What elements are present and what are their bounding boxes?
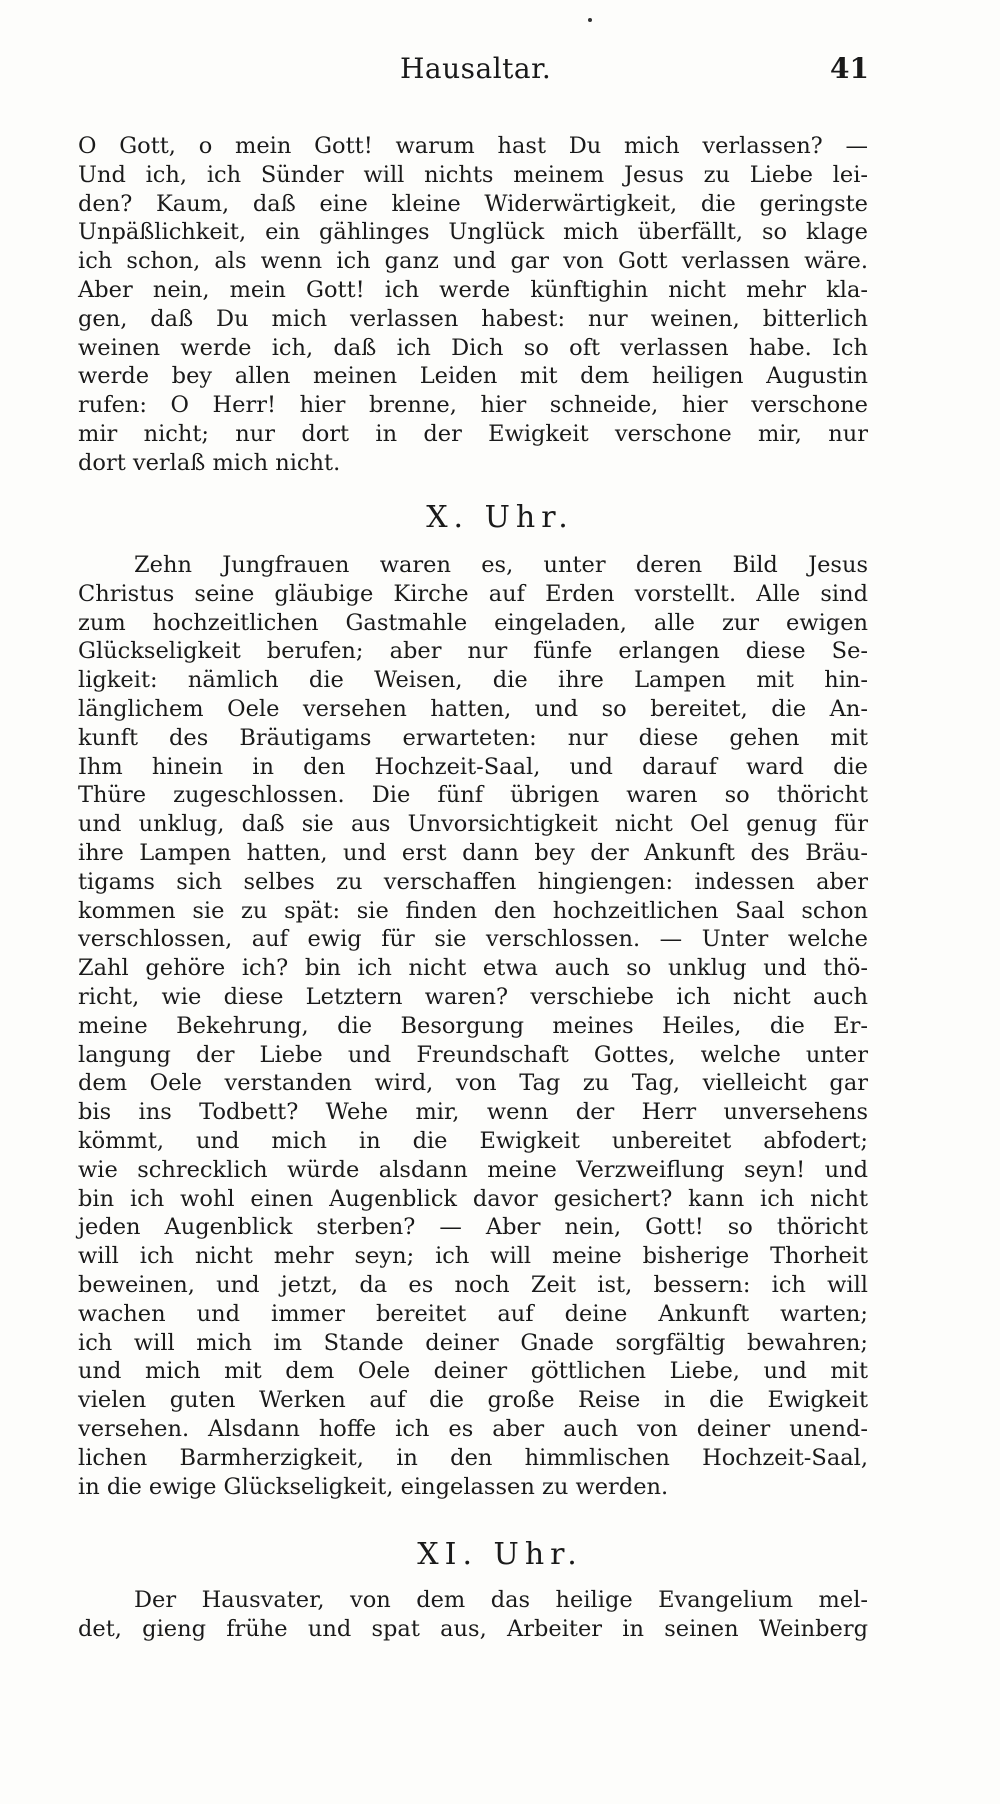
text-line: Aber nein, mein Gott! ich werde künftighin nicht mehr kla- bbox=[78, 276, 868, 303]
text-line: Der Hausvater, von dem das heilige Evangelium mel- bbox=[134, 1587, 868, 1613]
text-line: beweinen, und jetzt, da es noch Zeit ist, bessern: ich will bbox=[78, 1271, 868, 1298]
text-line: gen, daß Du mich verlassen habest: nur weinen, bitterlich bbox=[78, 305, 868, 332]
text-line: Und ich, ich Sünder will nichts meinem Jesus zu Liebe lei- bbox=[78, 161, 868, 188]
text-line: verschlossen, auf ewig für sie verschlossen. — Unter welche bbox=[78, 926, 868, 953]
text-line: den? Kaum, daß eine kleine Widerwärtigkeit, die geringste bbox=[78, 190, 868, 217]
text-line: Thüre zugeschlossen. Die fünf übrigen waren so thöricht bbox=[78, 782, 868, 809]
paragraph-1 bbox=[78, 132, 868, 478]
text-line: Glückseligkeit berufen; aber nur fünfe erlangen diese Se- bbox=[78, 638, 868, 665]
text-line: versehen. Alsdann hoffe ich es aber auch von deiner unend- bbox=[78, 1415, 868, 1442]
text-line: werde bey allen meinen Leiden mit dem heiligen Augustin bbox=[78, 363, 868, 390]
text-line: lichen Barmherzigkeit, in den himmlischen Hochzeit-Saal, bbox=[78, 1444, 868, 1471]
text-line: Unpäßlichkeit, ein gählinges Unglück mich überfällt, so klage bbox=[78, 219, 868, 246]
running-title: Hausaltar. bbox=[400, 52, 552, 85]
text-line: det, gieng frühe und spat aus, Arbeiter in seinen Weinberg bbox=[78, 1615, 868, 1642]
text-line: bis ins Todbett? Wehe mir, wenn der Herr unversehens bbox=[78, 1099, 868, 1126]
page-number: 41 bbox=[830, 52, 869, 85]
paragraph-2 bbox=[78, 551, 868, 1501]
text-line: meine Bekehrung, die Besorgung meines Heiles, die Er- bbox=[78, 1012, 868, 1039]
text-line: wie schrecklich würde alsdann meine Verzweiflung seyn! und bbox=[78, 1156, 868, 1183]
print-speck bbox=[588, 18, 592, 22]
text-line: jeden Augenblick sterben? — Aber nein, Gott! so thöricht bbox=[78, 1214, 868, 1241]
text-line: Zehn Jungfrauen waren es, unter deren Bild Jesus bbox=[134, 552, 868, 578]
paragraph-3 bbox=[78, 1586, 868, 1644]
text-line: weinen werde ich, daß ich Dich so oft verlassen habe. Ich bbox=[78, 334, 868, 361]
text-line: zum hochzeitlichen Gastmahle eingeladen, alle zur ewigen bbox=[78, 609, 868, 636]
text-line: rufen: O Herr! hier brenne, hier schneide, hier verschone bbox=[78, 392, 868, 419]
text-line: und unklug, daß sie aus Unvorsichtigkeit nicht Oel genug für bbox=[78, 811, 868, 838]
text-line: dort verlaß mich nicht. bbox=[78, 449, 341, 476]
text-line: Christus seine gläubige Kirche auf Erden vorstellt. Alle sind bbox=[78, 580, 868, 607]
page-header bbox=[0, 52, 1000, 92]
section-heading-xi: XI. Uhr. bbox=[417, 1537, 583, 1572]
text-line: bin ich wohl einen Augenblick davor gesichert? kann ich nicht bbox=[78, 1185, 868, 1212]
text-line: und mich mit dem Oele deiner göttlichen Liebe, und mit bbox=[78, 1358, 868, 1385]
text-line: dem Oele verstanden wird, von Tag zu Tag, vielleicht gar bbox=[78, 1070, 868, 1097]
text-line: kömmt, und mich in die Ewigkeit unbereitet abfodert; bbox=[78, 1127, 868, 1154]
text-line: kommen sie zu spät: sie finden den hochzeitlichen Saal schon bbox=[78, 897, 868, 924]
text-line: vielen guten Werken auf die große Reise in die Ewigkeit bbox=[78, 1387, 868, 1414]
text-line: kunft des Bräutigams erwarteten: nur diese gehen mit bbox=[78, 724, 868, 751]
text-line: tigams sich selbes zu verschaffen hingiengen: indessen aber bbox=[78, 868, 868, 895]
text-line: länglichem Oele versehen hatten, und so bereitet, die An- bbox=[78, 695, 868, 722]
text-line: Zahl gehöre ich? bin ich nicht etwa auch so unklug und thö- bbox=[78, 955, 868, 982]
text-line: langung der Liebe und Freundschaft Gottes, welche unter bbox=[78, 1041, 868, 1068]
text-line: richt, wie diese Letztern waren? verschiebe ich nicht auch bbox=[78, 983, 868, 1010]
text-line: in die ewige Glückseligkeit, eingelassen zu werden. bbox=[78, 1473, 669, 1500]
text-line: Ihm hinein in den Hochzeit-Saal, und darauf ward die bbox=[78, 753, 868, 780]
text-line: ihre Lampen hatten, und erst dann bey der Ankunft des Bräu- bbox=[78, 839, 868, 866]
text-line: will ich nicht mehr seyn; ich will meine bisherige Thorheit bbox=[78, 1243, 868, 1270]
section-heading-x: X. Uhr. bbox=[426, 500, 574, 535]
text-line: O Gott, o mein Gott! warum hast Du mich verlassen? — bbox=[78, 133, 868, 159]
text-line: mir nicht; nur dort in der Ewigkeit verschone mir, nur bbox=[78, 420, 868, 447]
text-line: ich schon, als wenn ich ganz und gar von Gott verlassen wäre. bbox=[78, 248, 868, 275]
text-line: wachen und immer bereitet auf deine Ankunft warten; bbox=[78, 1300, 868, 1327]
text-line: ich will mich im Stande deiner Gnade sorgfältig bewahren; bbox=[78, 1329, 868, 1356]
text-line: ligkeit: nämlich die Weisen, die ihre Lampen mit hin- bbox=[78, 667, 868, 694]
